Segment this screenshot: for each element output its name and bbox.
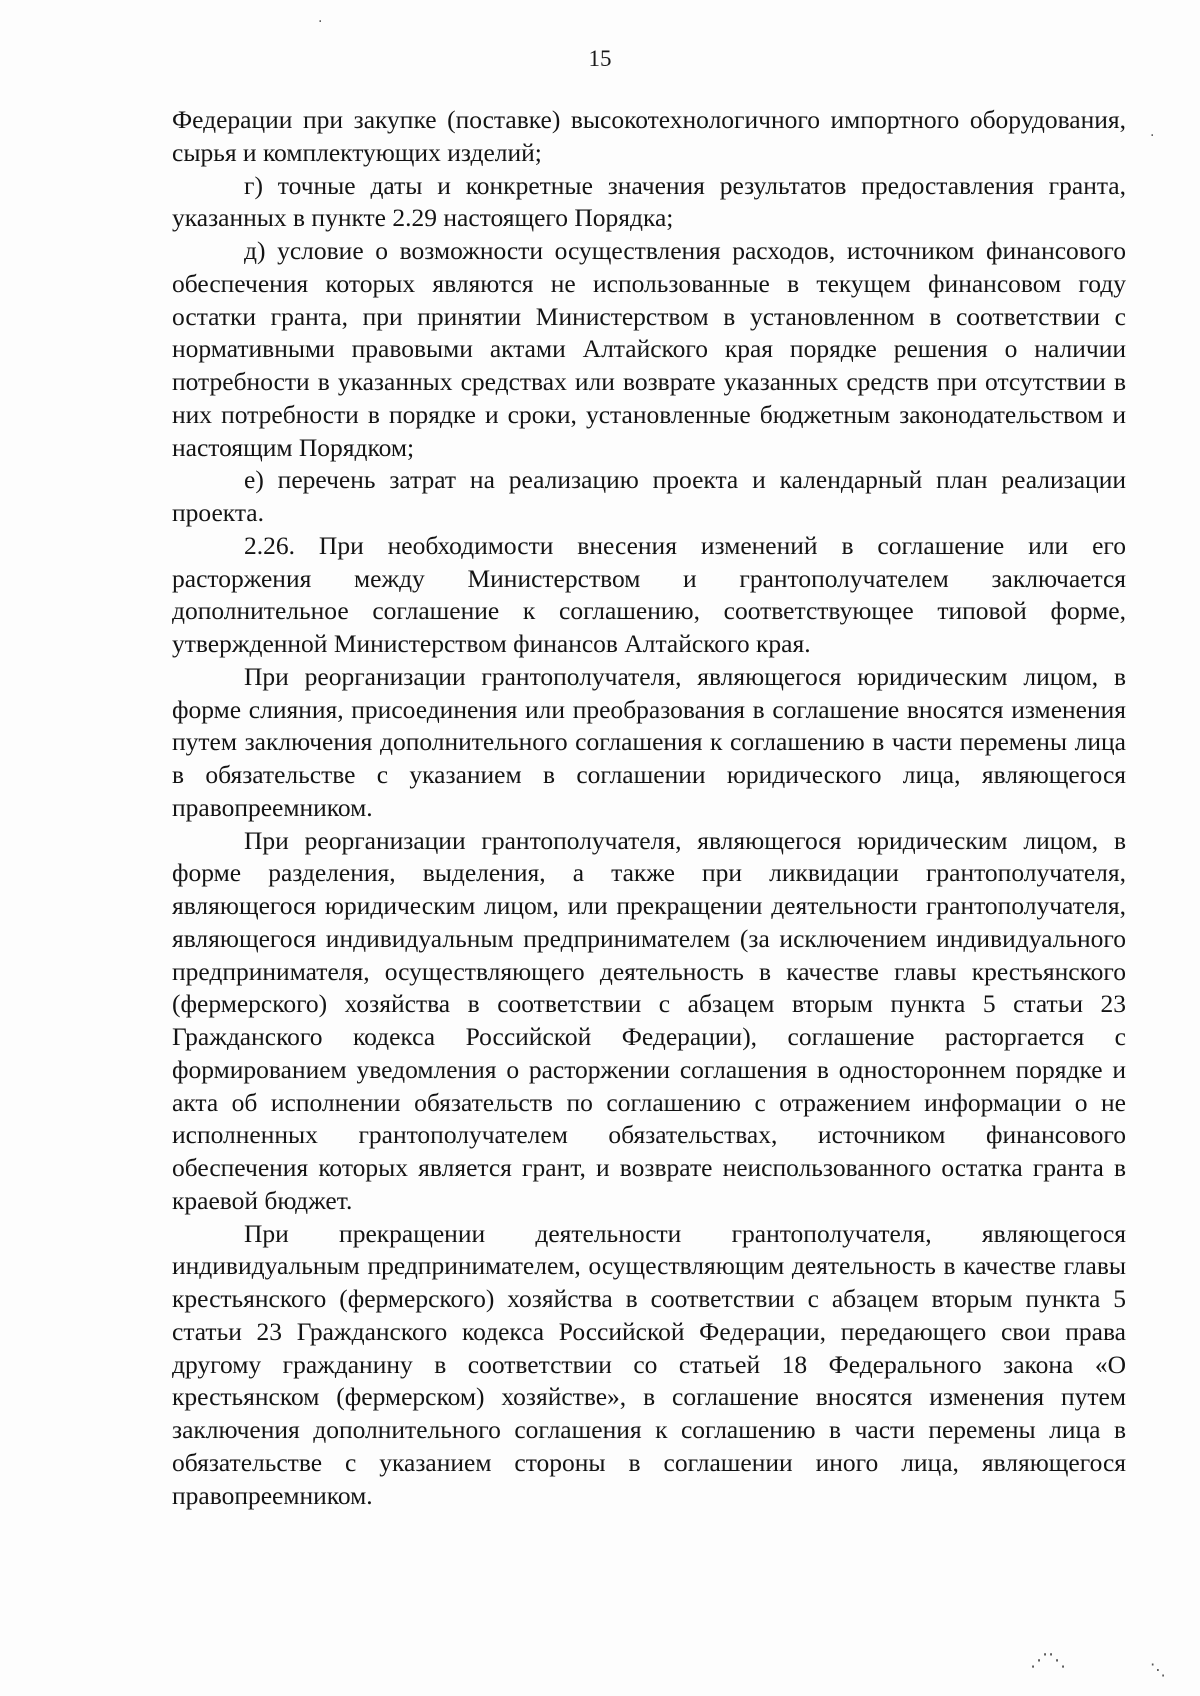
paragraph-clause-2-26: 2.26. При необходимости внесения изменений в соглашение или его расторжения между Министерством и грантополучателем заключается дополнительное соглашение к соглашению, соответствующее типовой форме, утвержденной Министерством финансов Алтайского края. — [172, 530, 1126, 658]
paragraph-termination-farm: При прекращении деятельности грантополучателя, являющегося индивидуальным предпринимателем, осуществляющим деятельность в качестве главы крестьянского (фермерского) хозяйства в соответствии с абзацем вторым пункта 5 статьи 23 Гражданского кодекса Российской Федерации, передающего свои права другому гражданину в соответствии со статьей 18 Федерального закона «О крестьянском (фермерском) хозяйстве», в соглашение вносятся изменения путем заключения дополнительного соглашения к соглашению в части перемены лица в обязательстве с указанием стороны в соглашении иного лица, являющегося правопреемником. — [172, 1218, 1126, 1510]
scan-dot-top: · — [318, 14, 323, 30]
scan-scribble-bottom: ⋰⋱ — [1030, 1650, 1066, 1671]
scan-dot-right: · — [1150, 128, 1155, 144]
document-body — [172, 104, 1126, 1512]
paragraph-reorganization-division: При реорганизации грантополучателя, являющегося юридическим лицом, в форме разделения, выделения, а также при ликвидации грантополучателя, являющегося юридическим лицом, или прекращении деятельности грантополучателя, являющегося индивидуальным предпринимателем (за исключением индивидуального предпринимателя, осуществляющего деятельность в качестве главы крестьянского (фермерского) хозяйства в соответствии с абзацем вторым пункта 5 статьи 23 Гражданского кодекса Российской Федерации), соглашение расторгается с формированием уведомления о расторжении соглашения в одностороннем порядке и акта об исполнении обязательств по соглашению с отражением информации о не исполненных грантополучателем обязательствах, источником финансового обеспечения которых является грант, и возврате неиспользованного остатка гранта в краевой бюджет. — [172, 825, 1126, 1215]
paragraph-item-d: д) условие о возможности осуществления расходов, источником финансового обеспечения которых являются не использованные в текущем финансовом году остатки гранта, при принятии Министерством в установленном в соответствии с нормативными правовыми актами Алтайского края порядке решения о наличии потребности в указанных средствах или возврате указанных средств при отсутствии в них потребности в порядке и сроки, установленные бюджетным законодательством и настоящим Порядком; — [172, 236, 1126, 462]
paragraph-item-e: е) перечень затрат на реализацию проекта и календарный план реализации проекта. — [172, 465, 1126, 527]
scan-scribble-corner: ⋱ — [1150, 1660, 1166, 1679]
page-number: 15 — [588, 46, 612, 71]
paragraph-continuation: Федерации при закупке (поставке) высокотехнологичного импортного оборудования, сырья и комплектующих изделий; — [172, 105, 1126, 167]
paragraph-reorganization-merger: При реорганизации грантополучателя, являющегося юридическим лицом, в форме слияния, присоединения или преобразования в соглашение вносятся изменения путем заключения дополнительного соглашения к соглашению в части перемены лица в обязательстве с указанием в соглашении юридического лица, являющегося правопреемником. — [172, 661, 1126, 822]
paragraph-item-g: г) точные даты и конкретные значения результатов предоставления гранта, указанных в пункте 2.29 настоящего Порядка; — [172, 170, 1126, 233]
